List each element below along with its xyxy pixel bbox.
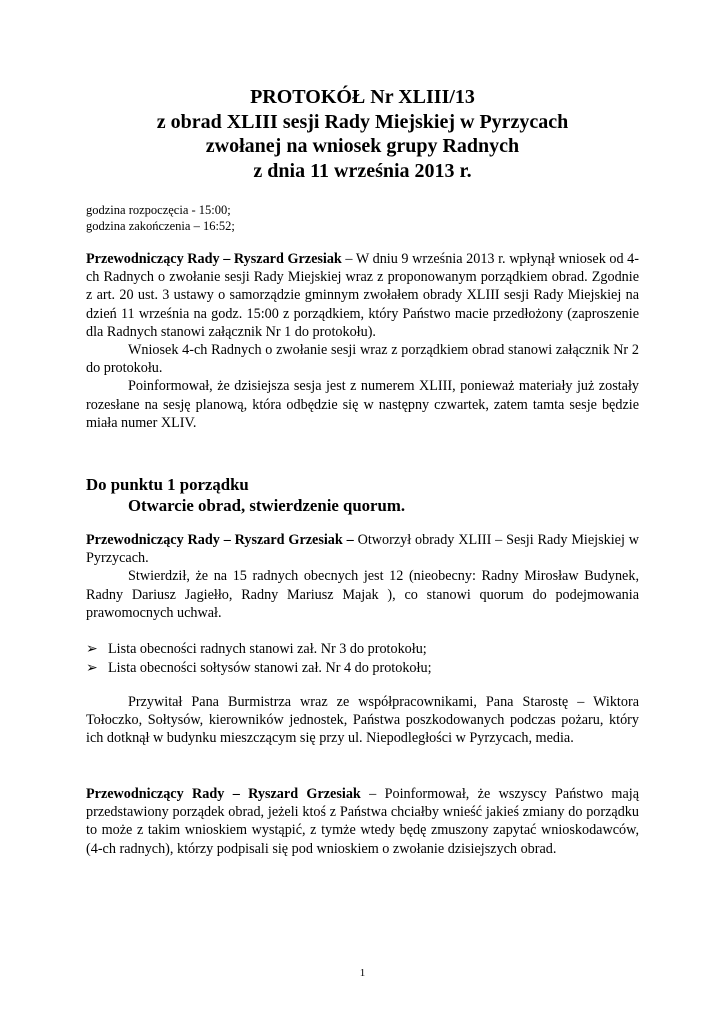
list-item-text: Lista obecności radnych stanowi zał. Nr 3 do protokołu; (108, 641, 427, 657)
arrow-bullet-icon: ➢ (86, 660, 98, 676)
list-item-text: Lista obecności sołtysów stanowi zał. Nr 4 do protokołu; (108, 660, 432, 676)
arrow-bullet-icon: ➢ (86, 641, 98, 657)
agenda-text: – Poinformował, że wszyscy Państwo mają przedstawiony porządek obrad, jeżeli ktoś z Państwa chciałby wnieść jakieś zmiany do porządku to może z takim wnioskiem wystąpić, z tymże wtedy będę zmuszony zapytać wnioskodawców, (4-ch radnych), którzy podpisali się pod wnioskiem o zwołanie dzisiejszych obrad. (86, 786, 640, 857)
list-item (86, 640, 432, 659)
document-title (86, 85, 639, 183)
intro-paragraph-2: Wniosek 4-ch Radnych o zwołanie sesji wraz z porządkiem obrad stanowi załącznik Nr 2 do protokołu. (86, 342, 639, 377)
section-1-subtitle: Otwarcie obrad, stwierdzenie quorum. (128, 496, 406, 515)
opening-paragraph-2: Stwierdził, że na 15 radnych obecnych jest 12 (nieobecny: Radny Mirosław Budynek, Radny Dariusz Jagiełło, Radny Mariusz Majak ), co stanowi quorum do podejmowania prawomocnych uchwał. (86, 568, 639, 621)
opening-paragraph-1 (86, 531, 639, 567)
opening-section (86, 531, 639, 622)
page-number: 1 (359, 967, 366, 979)
welcome-section (86, 693, 639, 748)
intro-text-1: – W dniu 9 września 2013 r. wpłynął wniosek od 4-ch Radnych o zwołanie sesji Rady Miejskiej wraz z proponowanym porządkiem obrad. Zgodnie z art. 20 ust. 3 ustawy o samorządzie gminnym zwołałem obrady XLIII sesji Rady Miejskiej na dzień 11 września na godz. 15:00 z porządkiem, który Państwo macie przedłożony (zaproszenie dla Radnych stanowi załącznik Nr 1 do protokołu). (86, 251, 639, 340)
list-item (86, 659, 432, 678)
agenda-section (86, 785, 639, 858)
section-1-title: Do punktu 1 porządku (86, 475, 249, 494)
welcome-paragraph: Przywitał Pana Burmistrza wraz ze współpracownikami, Pana Starostę – Wiktora Tołoczko, Sołtysów, kierowników jednostek, Państwa poszkodowanych podczas pożaru, który ich dotknął w budynku mieszczącym się przy ul. Niepodległości w Pyrzycach, media. (86, 694, 639, 747)
title-line-4: z dnia 11 września 2013 r. (253, 159, 472, 182)
title-line-3: zwołanej na wniosek grupy Radnych (205, 135, 520, 157)
speaker-name: Przewodniczący Rady – Ryszard Grzesiak (86, 786, 361, 802)
title-line-2: z obrad XLIII sesji Rady Miejskiej w Pyrzycach (156, 110, 569, 133)
agenda-paragraph (86, 785, 639, 858)
intro-paragraph-3: Poinformował, że dzisiejsza sesja jest z numerem XLIII, ponieważ materiały już zostały rozesłane na sesję planową, która odbędzie się w następny czwartek, zatem tamta sesje będzie miała numer XLIV. (86, 378, 639, 431)
start-time: godzina rozpoczęcia - 15:00; (86, 203, 231, 217)
speaker-name: Przewodniczący Rady – Ryszard Grzesiak (86, 251, 342, 267)
intro-paragraph-1 (86, 250, 639, 341)
opening-text-1: Otworzył obrady XLIII – Sesji Rady Miejskiej w Pyrzycach. (86, 532, 639, 567)
end-time: godzina zakończenia – 16:52; (86, 219, 235, 233)
title-line-1: PROTOKÓŁ Nr XLIII/13 (250, 86, 475, 108)
session-times (86, 202, 235, 234)
speaker-name: Przewodniczący Rady – Ryszard Grzesiak – (86, 532, 354, 548)
attachment-list (86, 640, 432, 678)
section-1-heading (86, 474, 405, 516)
intro-section (86, 250, 639, 432)
